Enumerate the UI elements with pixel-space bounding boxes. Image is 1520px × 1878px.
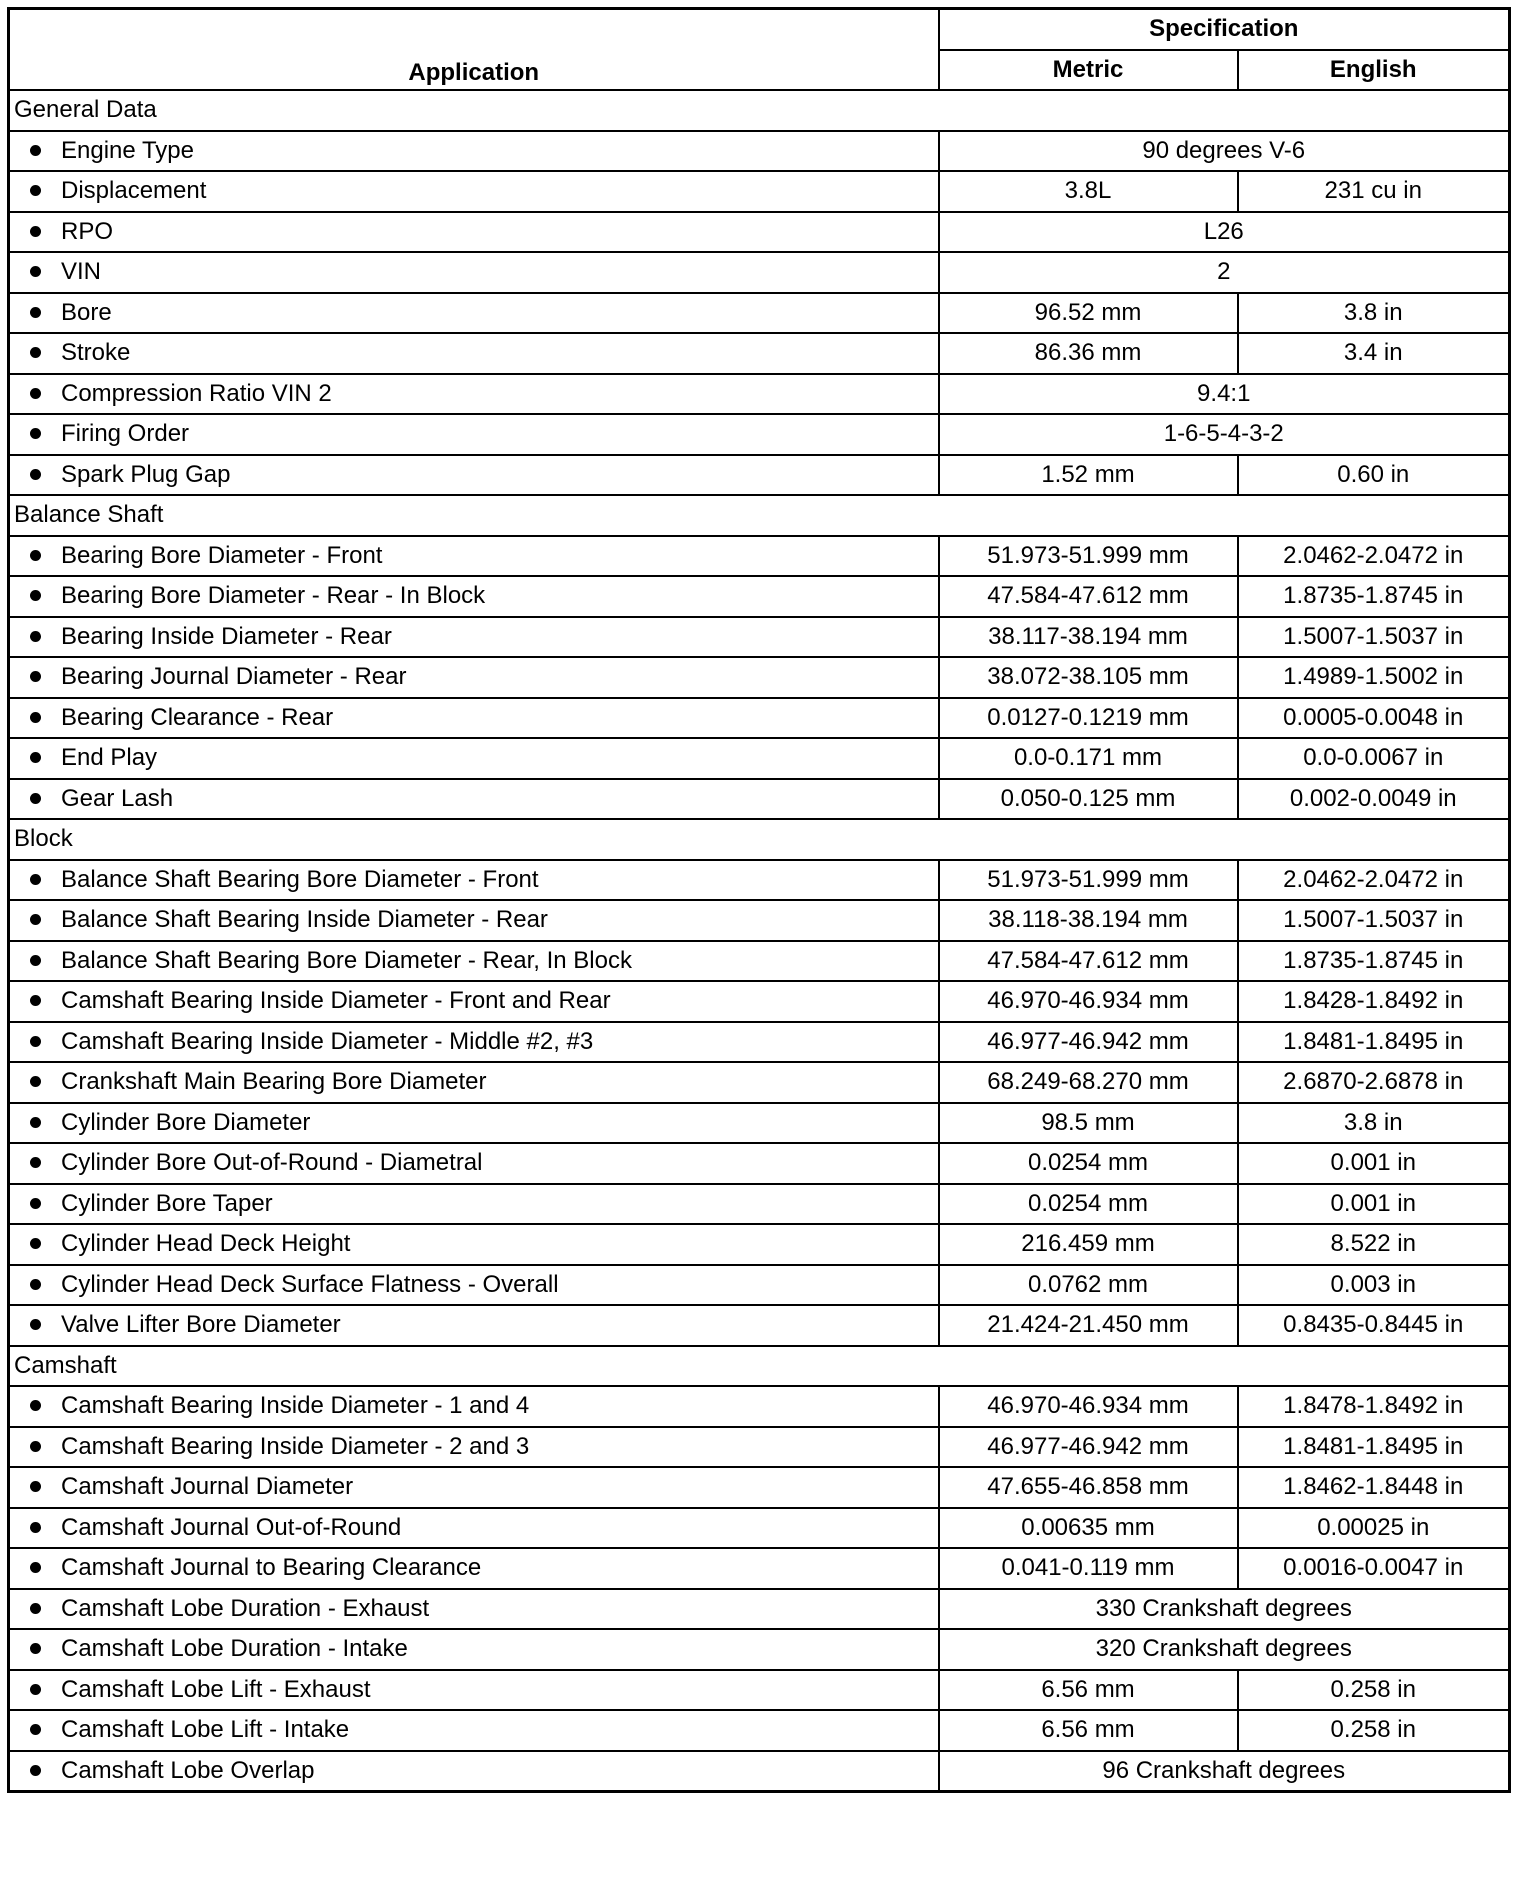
table-row — [9, 1143, 1510, 1184]
bullet-icon — [30, 1441, 41, 1452]
application-header: Application — [9, 9, 939, 91]
application-label: Camshaft Journal Out-of-Round — [61, 1513, 402, 1541]
spec-value-cell: 330 Crankshaft degrees — [939, 1589, 1510, 1630]
bullet-icon — [30, 752, 41, 763]
application-cell — [9, 576, 939, 617]
english-value-cell: 0.003 in — [1238, 1265, 1510, 1306]
metric-value-cell: 38.072-38.105 mm — [939, 657, 1238, 698]
bullet-icon — [30, 1117, 41, 1128]
application-label: Stroke — [61, 339, 131, 367]
table-row — [9, 1103, 1510, 1144]
application-label: VIN — [61, 258, 102, 286]
bullet-icon — [30, 266, 41, 277]
bullet-icon — [30, 226, 41, 237]
application-cell — [9, 860, 939, 901]
application-label: Camshaft Bearing Inside Diameter - 2 and 3 — [61, 1432, 530, 1460]
metric-value-cell: 98.5 mm — [939, 1103, 1238, 1144]
table-row — [9, 576, 1510, 617]
table-row — [9, 293, 1510, 334]
metric-value-cell: 46.977-46.942 mm — [939, 1427, 1238, 1468]
application-cell — [9, 941, 939, 982]
bullet-icon — [30, 1522, 41, 1533]
application-label: Cylinder Head Deck Surface Flatness - Overall — [61, 1270, 559, 1298]
application-label: Camshaft Journal Diameter — [61, 1473, 354, 1501]
table-row — [9, 779, 1510, 820]
bullet-icon — [30, 1238, 41, 1249]
application-label: Displacement — [61, 177, 207, 205]
table-row — [9, 1184, 1510, 1225]
application-cell — [9, 1751, 939, 1792]
metric-value-cell: 0.00635 mm — [939, 1508, 1238, 1549]
application-cell — [9, 1305, 939, 1346]
metric-value-cell: 0.0762 mm — [939, 1265, 1238, 1306]
metric-value-cell: 0.041-0.119 mm — [939, 1548, 1238, 1589]
application-label: Balance Shaft Bearing Inside Diameter - Rear — [61, 906, 548, 934]
english-value-cell: 1.8481-1.8495 in — [1238, 1022, 1510, 1063]
metric-value-cell: 47.655-46.858 mm — [939, 1467, 1238, 1508]
application-label: Cylinder Head Deck Height — [61, 1230, 351, 1258]
table-row — [9, 1751, 1510, 1792]
bullet-icon — [30, 1481, 41, 1492]
table-row — [9, 738, 1510, 779]
bullet-icon — [30, 1643, 41, 1654]
bullet-icon — [30, 347, 41, 358]
application-label: Spark Plug Gap — [61, 460, 231, 488]
bullet-icon — [30, 307, 41, 318]
spec-value-cell: 2 — [939, 252, 1510, 293]
application-label: Camshaft Lobe Duration - Intake — [61, 1635, 408, 1663]
application-cell — [9, 1467, 939, 1508]
english-value-cell: 1.4989-1.5002 in — [1238, 657, 1510, 698]
table-row — [9, 1670, 1510, 1711]
english-value-cell: 0.258 in — [1238, 1710, 1510, 1751]
specification-header: Specification — [939, 9, 1510, 50]
table-row — [9, 1467, 1510, 1508]
metric-value-cell: 3.8L — [939, 171, 1238, 212]
application-cell — [9, 1427, 939, 1468]
application-label: Bearing Bore Diameter - Front — [61, 541, 383, 569]
application-cell — [9, 1265, 939, 1306]
application-label: Balance Shaft Bearing Bore Diameter - Rear, In Block — [61, 946, 632, 974]
table-row — [9, 1508, 1510, 1549]
application-cell — [9, 1710, 939, 1751]
application-cell — [9, 212, 939, 253]
table-row — [9, 455, 1510, 496]
application-label: Camshaft Journal to Bearing Clearance — [61, 1554, 482, 1582]
english-value-cell: 1.8478-1.8492 in — [1238, 1386, 1510, 1427]
english-header: English — [1238, 50, 1510, 91]
application-label: Camshaft Lobe Duration - Exhaust — [61, 1594, 430, 1622]
table-row — [9, 1224, 1510, 1265]
bullet-icon — [30, 712, 41, 723]
application-cell — [9, 1062, 939, 1103]
application-label: Cylinder Bore Taper — [61, 1189, 273, 1217]
bullet-icon — [30, 1562, 41, 1573]
table-row — [9, 1265, 1510, 1306]
english-value-cell: 3.4 in — [1238, 333, 1510, 374]
english-value-cell: 0.0005-0.0048 in — [1238, 698, 1510, 739]
application-cell — [9, 981, 939, 1022]
metric-value-cell: 1.52 mm — [939, 455, 1238, 496]
table-row — [9, 1589, 1510, 1630]
application-cell — [9, 536, 939, 577]
english-value-cell: 231 cu in — [1238, 171, 1510, 212]
metric-value-cell: 51.973-51.999 mm — [939, 536, 1238, 577]
application-label: End Play — [61, 744, 158, 772]
application-cell — [9, 333, 939, 374]
table-row — [9, 1548, 1510, 1589]
application-label: RPO — [61, 217, 114, 245]
bullet-icon — [30, 631, 41, 642]
application-label: Compression Ratio VIN 2 — [61, 379, 332, 407]
bullet-icon — [30, 1036, 41, 1047]
english-value-cell: 1.8462-1.8448 in — [1238, 1467, 1510, 1508]
table-row — [9, 941, 1510, 982]
application-label: Camshaft Lobe Lift - Exhaust — [61, 1675, 371, 1703]
application-label: Bearing Journal Diameter - Rear — [61, 663, 407, 691]
bullet-icon — [30, 914, 41, 925]
english-value-cell: 1.5007-1.5037 in — [1238, 900, 1510, 941]
table-row — [9, 131, 1510, 172]
bullet-icon — [30, 1400, 41, 1411]
application-cell — [9, 1508, 939, 1549]
application-cell — [9, 1224, 939, 1265]
application-cell — [9, 414, 939, 455]
application-cell — [9, 779, 939, 820]
application-cell — [9, 1589, 939, 1630]
application-label: Camshaft Lobe Overlap — [61, 1756, 315, 1784]
english-value-cell: 3.8 in — [1238, 293, 1510, 334]
application-cell — [9, 738, 939, 779]
metric-value-cell: 0.0-0.171 mm — [939, 738, 1238, 779]
application-cell — [9, 1548, 939, 1589]
metric-value-cell: 46.970-46.934 mm — [939, 981, 1238, 1022]
bullet-icon — [30, 995, 41, 1006]
table-row — [9, 1629, 1510, 1670]
application-cell — [9, 171, 939, 212]
table-row — [9, 981, 1510, 1022]
application-cell — [9, 698, 939, 739]
metric-value-cell: 0.0127-0.1219 mm — [939, 698, 1238, 739]
table-row — [9, 1710, 1510, 1751]
english-value-cell: 0.002-0.0049 in — [1238, 779, 1510, 820]
table-row — [9, 900, 1510, 941]
metric-value-cell: 6.56 mm — [939, 1710, 1238, 1751]
metric-value-cell: 0.0254 mm — [939, 1184, 1238, 1225]
application-cell — [9, 617, 939, 658]
metric-value-cell: 96.52 mm — [939, 293, 1238, 334]
table-row — [9, 212, 1510, 253]
english-value-cell: 0.258 in — [1238, 1670, 1510, 1711]
spec-value-cell: L26 — [939, 212, 1510, 253]
table-row — [9, 1062, 1510, 1103]
english-value-cell: 0.8435-0.8445 in — [1238, 1305, 1510, 1346]
english-value-cell: 0.00025 in — [1238, 1508, 1510, 1549]
metric-value-cell: 68.249-68.270 mm — [939, 1062, 1238, 1103]
application-cell — [9, 1022, 939, 1063]
application-label: Valve Lifter Bore Diameter — [61, 1311, 341, 1339]
english-value-cell: 2.0462-2.0472 in — [1238, 860, 1510, 901]
application-cell — [9, 1629, 939, 1670]
metric-value-cell: 0.050-0.125 mm — [939, 779, 1238, 820]
application-label: Bearing Bore Diameter - Rear - In Block — [61, 582, 486, 610]
bullet-icon — [30, 388, 41, 399]
metric-value-cell: 0.0254 mm — [939, 1143, 1238, 1184]
metric-value-cell: 86.36 mm — [939, 333, 1238, 374]
metric-value-cell: 47.584-47.612 mm — [939, 941, 1238, 982]
english-value-cell: 0.60 in — [1238, 455, 1510, 496]
table-row — [9, 617, 1510, 658]
bullet-icon — [30, 469, 41, 480]
application-cell — [9, 1386, 939, 1427]
bullet-icon — [30, 185, 41, 196]
application-cell — [9, 1184, 939, 1225]
english-value-cell: 1.8428-1.8492 in — [1238, 981, 1510, 1022]
table-row — [9, 374, 1510, 415]
application-cell — [9, 1670, 939, 1711]
bullet-icon — [30, 428, 41, 439]
metric-value-cell: 46.970-46.934 mm — [939, 1386, 1238, 1427]
metric-value-cell: 38.118-38.194 mm — [939, 900, 1238, 941]
spec-value-cell: 9.4:1 — [939, 374, 1510, 415]
metric-value-cell: 46.977-46.942 mm — [939, 1022, 1238, 1063]
table-row — [9, 252, 1510, 293]
application-label: Bearing Clearance - Rear — [61, 703, 334, 731]
application-cell — [9, 293, 939, 334]
specification-body — [9, 90, 1510, 1792]
specification-table — [7, 7, 1511, 1793]
application-label: Camshaft Bearing Inside Diameter - 1 and 4 — [61, 1392, 530, 1420]
application-label: Crankshaft Main Bearing Bore Diameter — [61, 1068, 487, 1096]
bullet-icon — [30, 1076, 41, 1087]
section-title: General Data — [9, 90, 1510, 131]
english-value-cell: 0.001 in — [1238, 1143, 1510, 1184]
section-row — [9, 819, 1510, 860]
metric-header: Metric — [939, 50, 1238, 91]
metric-value-cell: 216.459 mm — [939, 1224, 1238, 1265]
application-label: Bearing Inside Diameter - Rear — [61, 622, 392, 650]
spec-value-cell: 320 Crankshaft degrees — [939, 1629, 1510, 1670]
table-row — [9, 1386, 1510, 1427]
application-cell — [9, 455, 939, 496]
english-value-cell: 3.8 in — [1238, 1103, 1510, 1144]
bullet-icon — [30, 1724, 41, 1735]
table-row — [9, 860, 1510, 901]
bullet-icon — [30, 1198, 41, 1209]
application-label: Engine Type — [61, 136, 194, 164]
metric-value-cell: 51.973-51.999 mm — [939, 860, 1238, 901]
spec-value-cell: 1-6-5-4-3-2 — [939, 414, 1510, 455]
application-cell — [9, 131, 939, 172]
table-row — [9, 536, 1510, 577]
bullet-icon — [30, 550, 41, 561]
section-row — [9, 495, 1510, 536]
application-cell — [9, 252, 939, 293]
table-row — [9, 414, 1510, 455]
bullet-icon — [30, 955, 41, 966]
application-label: Gear Lash — [61, 784, 174, 812]
english-value-cell: 2.0462-2.0472 in — [1238, 536, 1510, 577]
application-label: Balance Shaft Bearing Bore Diameter - Front — [61, 865, 539, 893]
bullet-icon — [30, 590, 41, 601]
section-row — [9, 1346, 1510, 1387]
bullet-icon — [30, 1157, 41, 1168]
application-cell — [9, 1103, 939, 1144]
application-label: Camshaft Bearing Inside Diameter - Front and Rear — [61, 987, 611, 1015]
metric-value-cell: 6.56 mm — [939, 1670, 1238, 1711]
section-title: Camshaft — [9, 1346, 1510, 1387]
english-value-cell: 1.5007-1.5037 in — [1238, 617, 1510, 658]
application-cell — [9, 900, 939, 941]
section-title: Balance Shaft — [9, 495, 1510, 536]
application-label: Firing Order — [61, 420, 190, 448]
bullet-icon — [30, 671, 41, 682]
spec-value-cell: 96 Crankshaft degrees — [939, 1751, 1510, 1792]
table-row — [9, 1427, 1510, 1468]
bullet-icon — [30, 1319, 41, 1330]
table-row — [9, 333, 1510, 374]
bullet-icon — [30, 793, 41, 804]
metric-value-cell: 38.117-38.194 mm — [939, 617, 1238, 658]
bullet-icon — [30, 1279, 41, 1290]
english-value-cell: 1.8735-1.8745 in — [1238, 941, 1510, 982]
spec-value-cell: 90 degrees V-6 — [939, 131, 1510, 172]
application-label: Cylinder Bore Out-of-Round - Diametral — [61, 1149, 483, 1177]
metric-value-cell: 47.584-47.612 mm — [939, 576, 1238, 617]
english-value-cell: 1.8481-1.8495 in — [1238, 1427, 1510, 1468]
english-value-cell: 0.0-0.0067 in — [1238, 738, 1510, 779]
english-value-cell: 2.6870-2.6878 in — [1238, 1062, 1510, 1103]
section-row — [9, 90, 1510, 131]
application-cell — [9, 657, 939, 698]
bullet-icon — [30, 1684, 41, 1695]
bullet-icon — [30, 1603, 41, 1614]
bullet-icon — [30, 874, 41, 885]
bullet-icon — [30, 1765, 41, 1776]
english-value-cell: 0.001 in — [1238, 1184, 1510, 1225]
application-label: Bore — [61, 298, 112, 326]
application-cell — [9, 1143, 939, 1184]
table-row — [9, 698, 1510, 739]
table-row — [9, 171, 1510, 212]
english-value-cell: 1.8735-1.8745 in — [1238, 576, 1510, 617]
section-title: Block — [9, 819, 1510, 860]
table-row — [9, 1022, 1510, 1063]
table-row — [9, 657, 1510, 698]
english-value-cell: 0.0016-0.0047 in — [1238, 1548, 1510, 1589]
bullet-icon — [30, 145, 41, 156]
application-cell — [9, 374, 939, 415]
application-label: Camshaft Bearing Inside Diameter - Middle #2, #3 — [61, 1027, 594, 1055]
application-label: Cylinder Bore Diameter — [61, 1108, 311, 1136]
table-row — [9, 1305, 1510, 1346]
application-label: Camshaft Lobe Lift - Intake — [61, 1716, 350, 1744]
english-value-cell: 8.522 in — [1238, 1224, 1510, 1265]
metric-value-cell: 21.424-21.450 mm — [939, 1305, 1238, 1346]
